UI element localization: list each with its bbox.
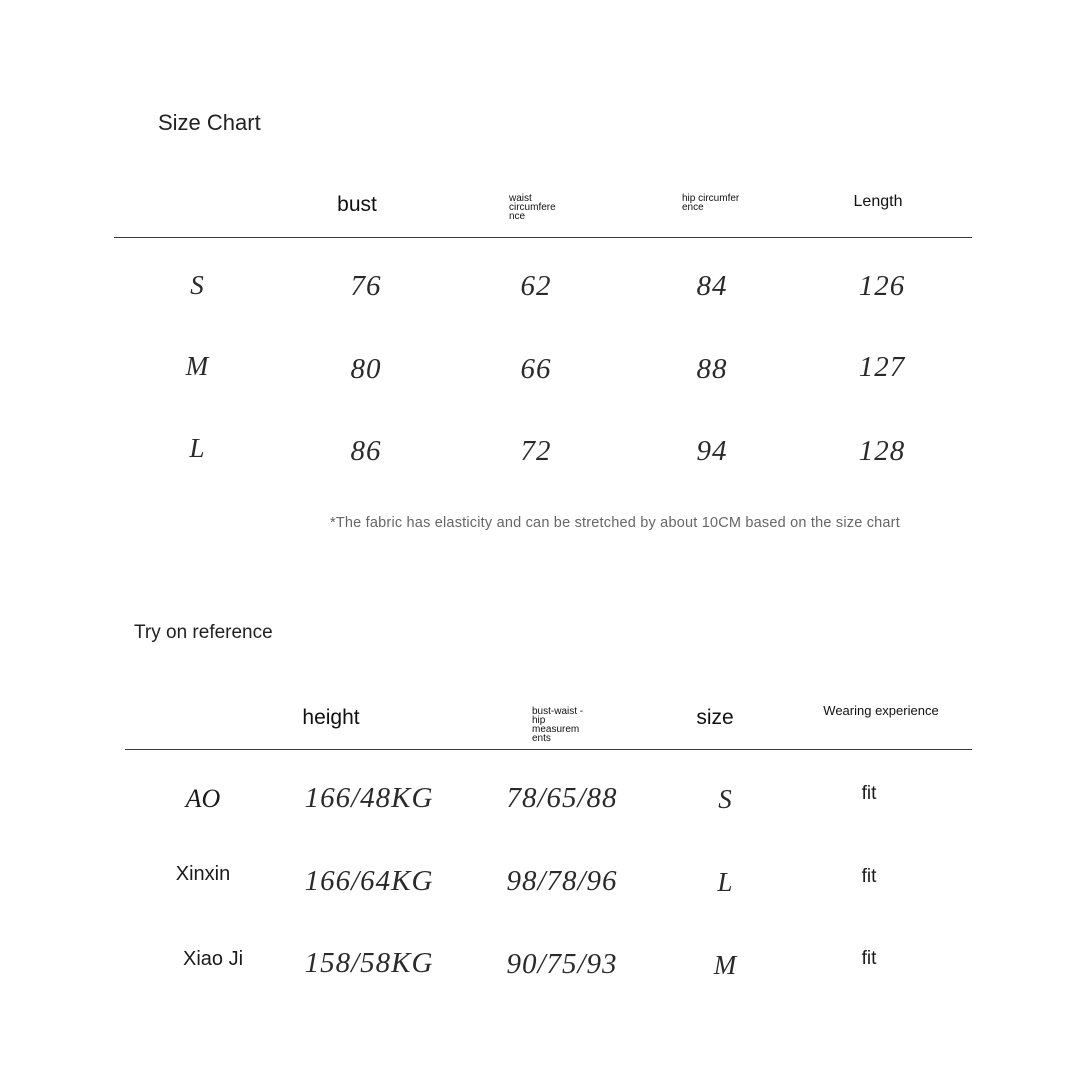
model-experience: fit [861, 866, 877, 887]
size-cell-waist: 62 [520, 270, 552, 302]
model-name: Xiao Ji [182, 948, 244, 970]
size-cell-bust: 76 [350, 270, 382, 302]
size-cell-length: 128 [858, 435, 906, 467]
size-row-label: M [185, 351, 209, 381]
size-cell-waist: 66 [520, 353, 552, 385]
model-size: L [717, 867, 733, 897]
header-height: height [302, 706, 360, 729]
size-cell-bust: 86 [350, 435, 382, 467]
header-size: size [696, 706, 734, 729]
model-height-weight: 158/58KG [304, 947, 434, 979]
size-cell-length: 126 [858, 270, 906, 302]
header-measurements: bust-waist -hip measurem ents [532, 706, 584, 744]
size-cell-length: 127 [858, 351, 906, 383]
try-on-divider [125, 749, 972, 750]
header-bust: bust [337, 193, 377, 216]
model-height-weight: 166/64KG [304, 865, 434, 897]
model-measurements: 90/75/93 [506, 948, 618, 980]
model-measurements: 98/78/96 [506, 865, 618, 897]
size-cell-hip: 84 [696, 270, 728, 302]
model-height-weight: 166/48KG [304, 782, 434, 814]
model-name: AO [185, 784, 221, 813]
size-chart-title: Size Chart [158, 110, 261, 135]
size-cell-waist: 72 [520, 435, 552, 467]
size-cell-hip: 94 [696, 435, 728, 467]
header-waist: waist circumfere nce [509, 193, 556, 222]
model-experience: fit [861, 783, 877, 804]
model-name: Xinxin [175, 863, 231, 885]
size-cell-hip: 88 [696, 353, 728, 385]
elasticity-note: *The fabric has elasticity and can be stretched by about 10CM based on the size chart [330, 515, 900, 531]
header-length: Length [853, 193, 903, 210]
size-chart-divider [114, 237, 972, 238]
size-cell-bust: 80 [350, 353, 382, 385]
size-row-label: L [189, 433, 205, 463]
header-hip: hip circumfer ence [682, 193, 740, 213]
model-size: S [718, 784, 732, 814]
model-size: M [713, 950, 737, 980]
model-measurements: 78/65/88 [506, 782, 618, 814]
try-on-title: Try on reference [134, 622, 273, 643]
size-row-label: S [190, 270, 204, 300]
header-wearing-experience: Wearing experience [823, 703, 939, 718]
model-experience: fit [861, 948, 877, 969]
